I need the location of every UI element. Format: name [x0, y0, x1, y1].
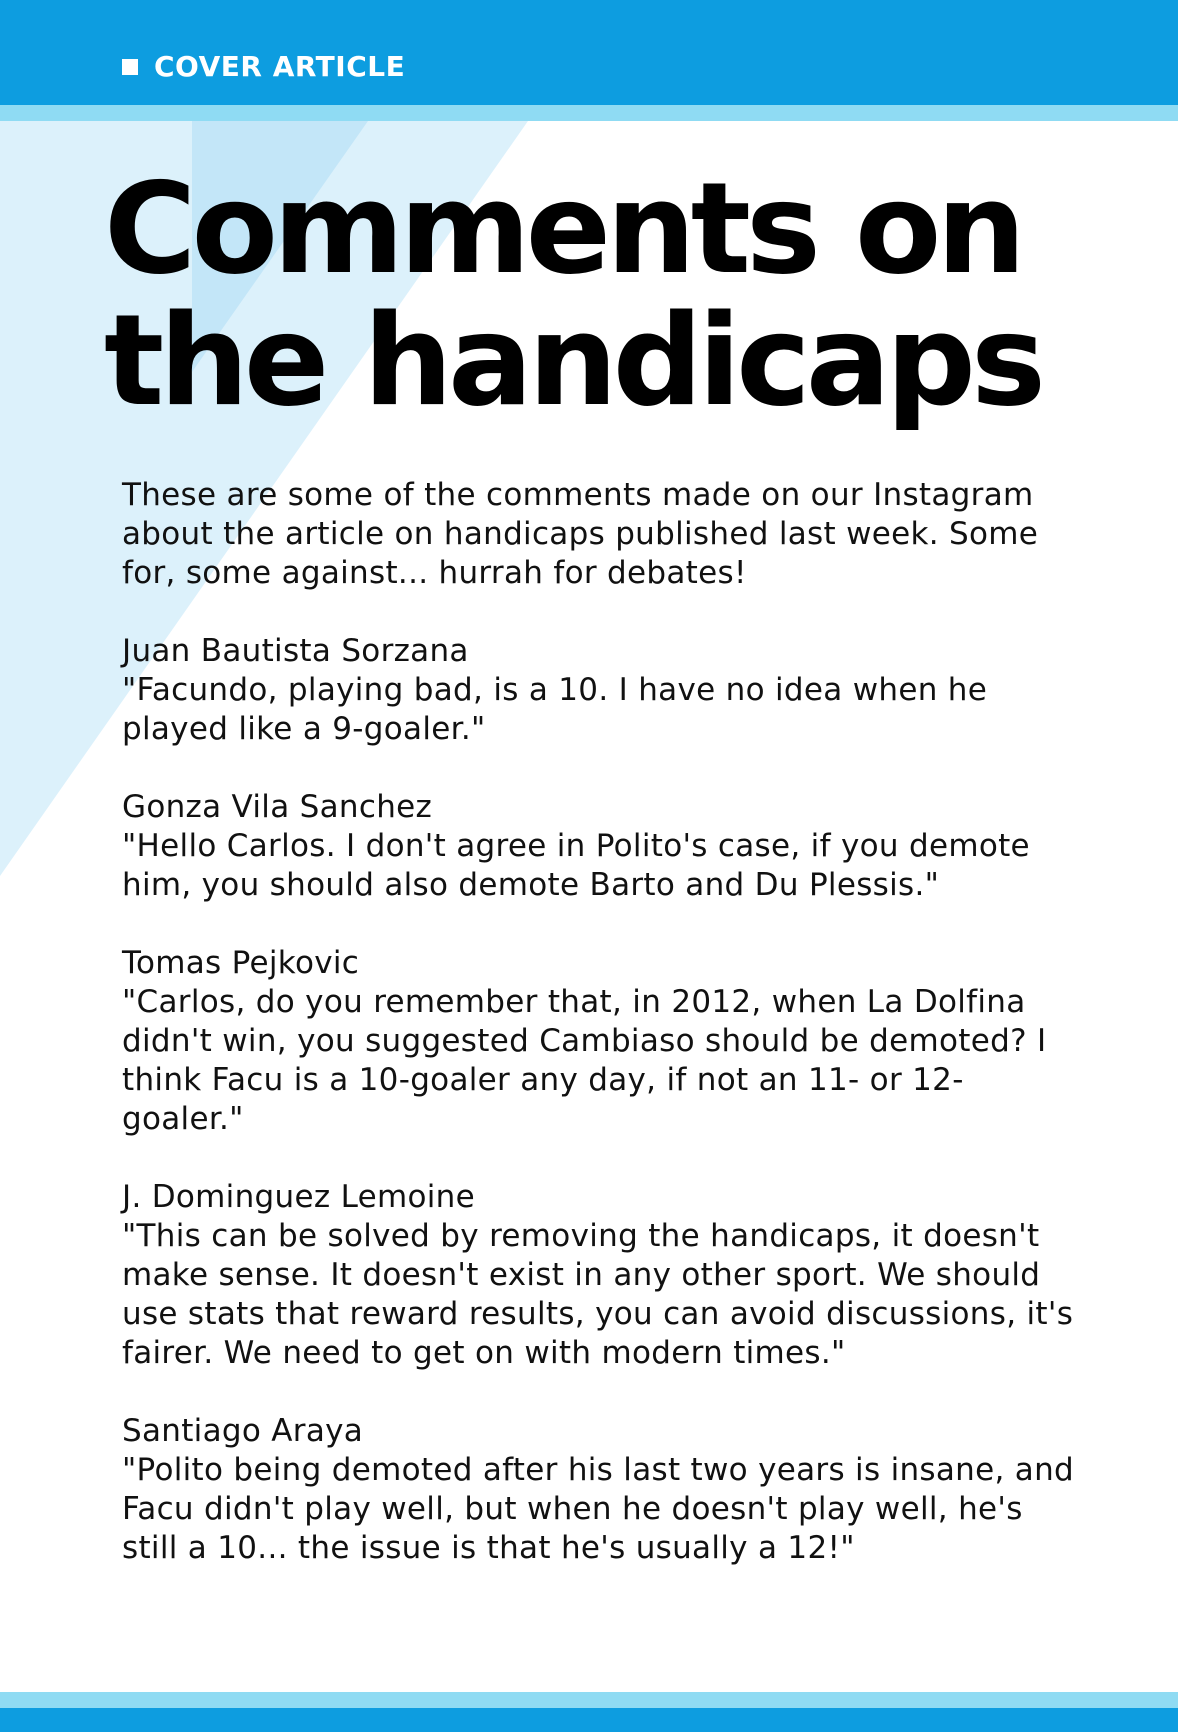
- footer-bar: [0, 1708, 1178, 1732]
- comment-item: [122, 1412, 1082, 1568]
- square-icon: [122, 59, 138, 75]
- comment-text: "Carlos, do you remember that, in 2012, when La Dolfina didn't win, you suggested Cambiaso should be demoted? I think Facu is a 10-goaler any day, if not an 11- or 12-goaler.": [122, 984, 1047, 1137]
- header-stripe: [0, 105, 1178, 121]
- comment-author: Santiago Araya: [122, 1413, 364, 1449]
- comment-text: "Facundo, playing bad, is a 10. I have no idea when he played like a 9-goaler.": [122, 672, 988, 747]
- comment-item: [122, 1178, 1082, 1373]
- article-title: Comments on the handicaps: [104, 155, 1041, 434]
- comment-text: "This can be solved by removing the handicaps, it doesn't make sense. It doesn't exist in any other sport. We should use stats that reward results, you can avoid discussions, it's fairer. We need to get on with modern times.": [122, 1218, 1074, 1371]
- article-intro: These are some of the comments made on our Instagram about the article on handicaps published last week. Some for, some against... hurrah for debates!: [122, 477, 1039, 591]
- comment-text: "Polito being demoted after his last two years is insane, and Facu didn't play well, but when he doesn't play well, he's still a 10... the issue is that he's usually a 12!": [122, 1452, 1075, 1566]
- article-body: [122, 476, 1082, 1607]
- comment-item: [122, 944, 1082, 1139]
- comment-author: Juan Bautista Sorzana: [122, 633, 469, 669]
- comment-author: Gonza Vila Sanchez: [122, 789, 433, 825]
- section-label: [122, 50, 405, 83]
- comment-item: [122, 632, 1082, 749]
- section-label-text: COVER ARTICLE: [154, 50, 406, 83]
- footer-stripe: [0, 1692, 1178, 1708]
- comment-author: Tomas Pejkovic: [122, 945, 360, 981]
- comment-author: J. Dominguez Lemoine: [122, 1179, 475, 1215]
- comment-item: [122, 788, 1082, 905]
- comment-text: "Hello Carlos. I don't agree in Polito's case, if you demote him, you should also demote Barto and Du Plessis.": [122, 828, 1030, 903]
